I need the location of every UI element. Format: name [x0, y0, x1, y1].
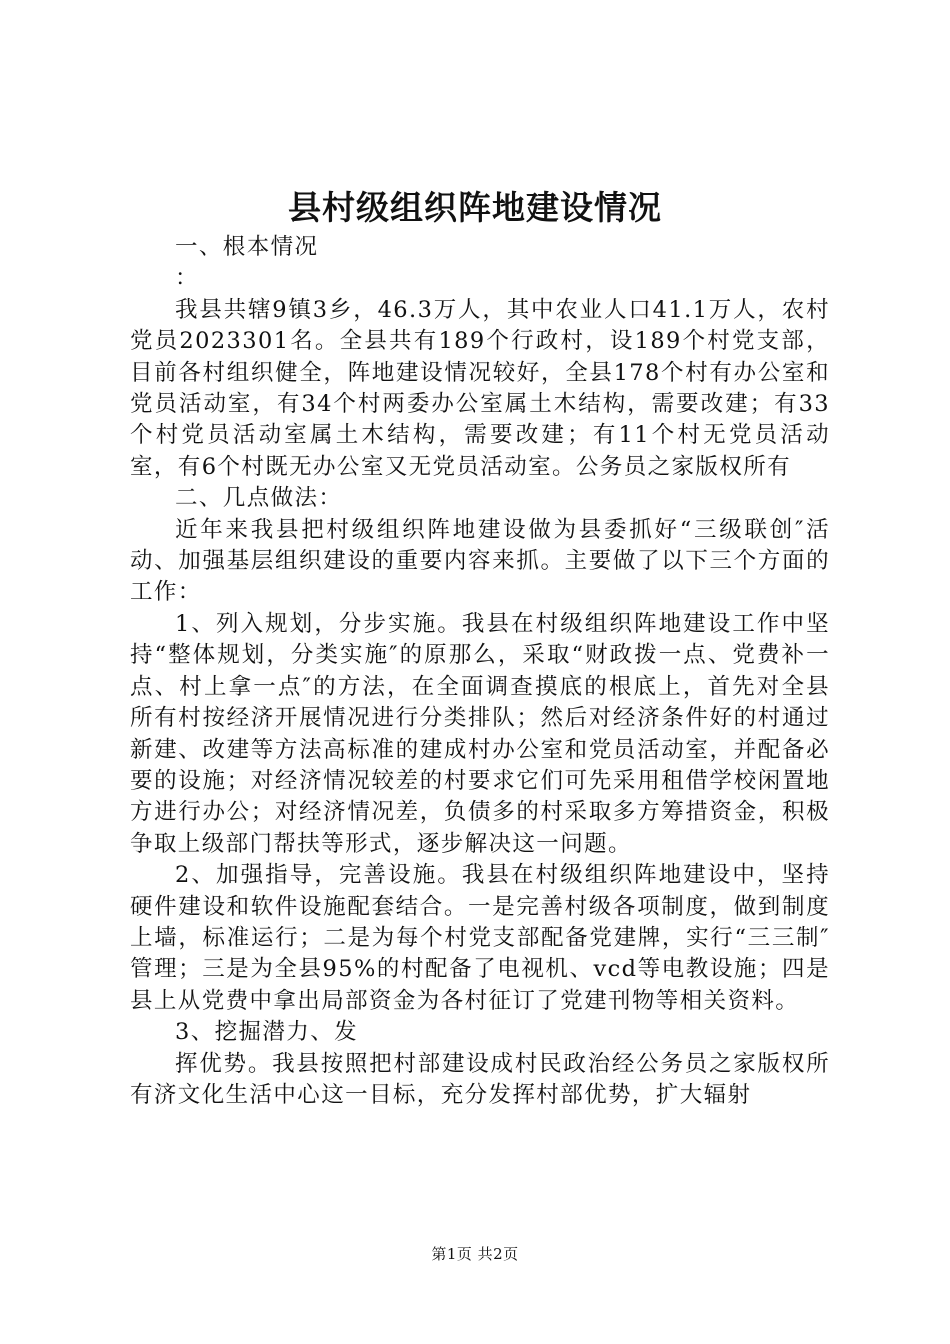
- paragraph-item-planning: 1、列入规划，分步实施。我县在村级组织阵地建设工作中坚持“整体规划，分类实施″的原那么，采取“财政拨一点、党费补一点、村上拿一点″的方法，在全面调查摸底的根底上，首先对全县所有村按经济开展情况进行分类排队；然后对经济条件好的村通过新建、改建等方法高标准的建成村办公室和党员活动室，并配备必要的设施；对经济情况较差的村要求它们可先采用租借学校闲置地方进行办公；对经济情况差，负债多的村采取多方筹措资金，积极争取上级部门帮扶等形式，逐步解决这一问题。: [130, 610, 830, 857]
- paragraph-item-guidance: 2、加强指导，完善设施。我县在村级组织阵地建设中，坚持硬件建设和软件设施配套结合。一是完善村级各项制度，做到制度上墙，标准运行；二是为每个村党支部配备党建牌，实行“三三制″管理；三是为全县95%的村配备了电视机、vcd等电教设施；四是县上从党费中拿出局部资金为各村征订了党建刊物等相关资料。: [130, 862, 830, 1014]
- document-title: 县村级组织阵地建设情况: [288, 188, 662, 227]
- paragraph-item-potential-body: 挥优势。我县按照把村部建设成村民政治经公务员之家版权所有济文化生活中心这一目标，充分发挥村部优势，扩大辐射: [130, 1050, 830, 1108]
- document-body: [130, 232, 830, 1111]
- section-heading-basic-situation: 一、根本情况: [175, 234, 319, 260]
- stray-colon-line: ：: [175, 265, 199, 292]
- page-footer: 第1页 共2页: [431, 1245, 519, 1263]
- paragraph-item-potential-heading: 3、挖掘潜力、发: [175, 1019, 359, 1046]
- paragraph-practices-intro: 近年来我县把村级组织阵地建设做为县委抓好“三级联创″活动、加强基层组织建设的重要内容来抓。主要做了以下三个方面的工作：: [130, 516, 830, 606]
- paragraph-county-overview: 我县共辖9镇3乡，46.3万人，其中农业人口41.1万人，农村党员2023301名。全县共有189个行政村，设189个村党支部，目前各村组织健全，阵地建设情况较好，全县178个村有办公室和党员活动室，有34个村两委办公室属土木结构，需要改建；有33个村党员活动室属土木结构，需要改建；有11个村无党员活动室，有6个村既无办公室又无党员活动室。公务员之家版权所有: [130, 296, 830, 480]
- section-heading-practices: 二、几点做法：: [175, 485, 343, 512]
